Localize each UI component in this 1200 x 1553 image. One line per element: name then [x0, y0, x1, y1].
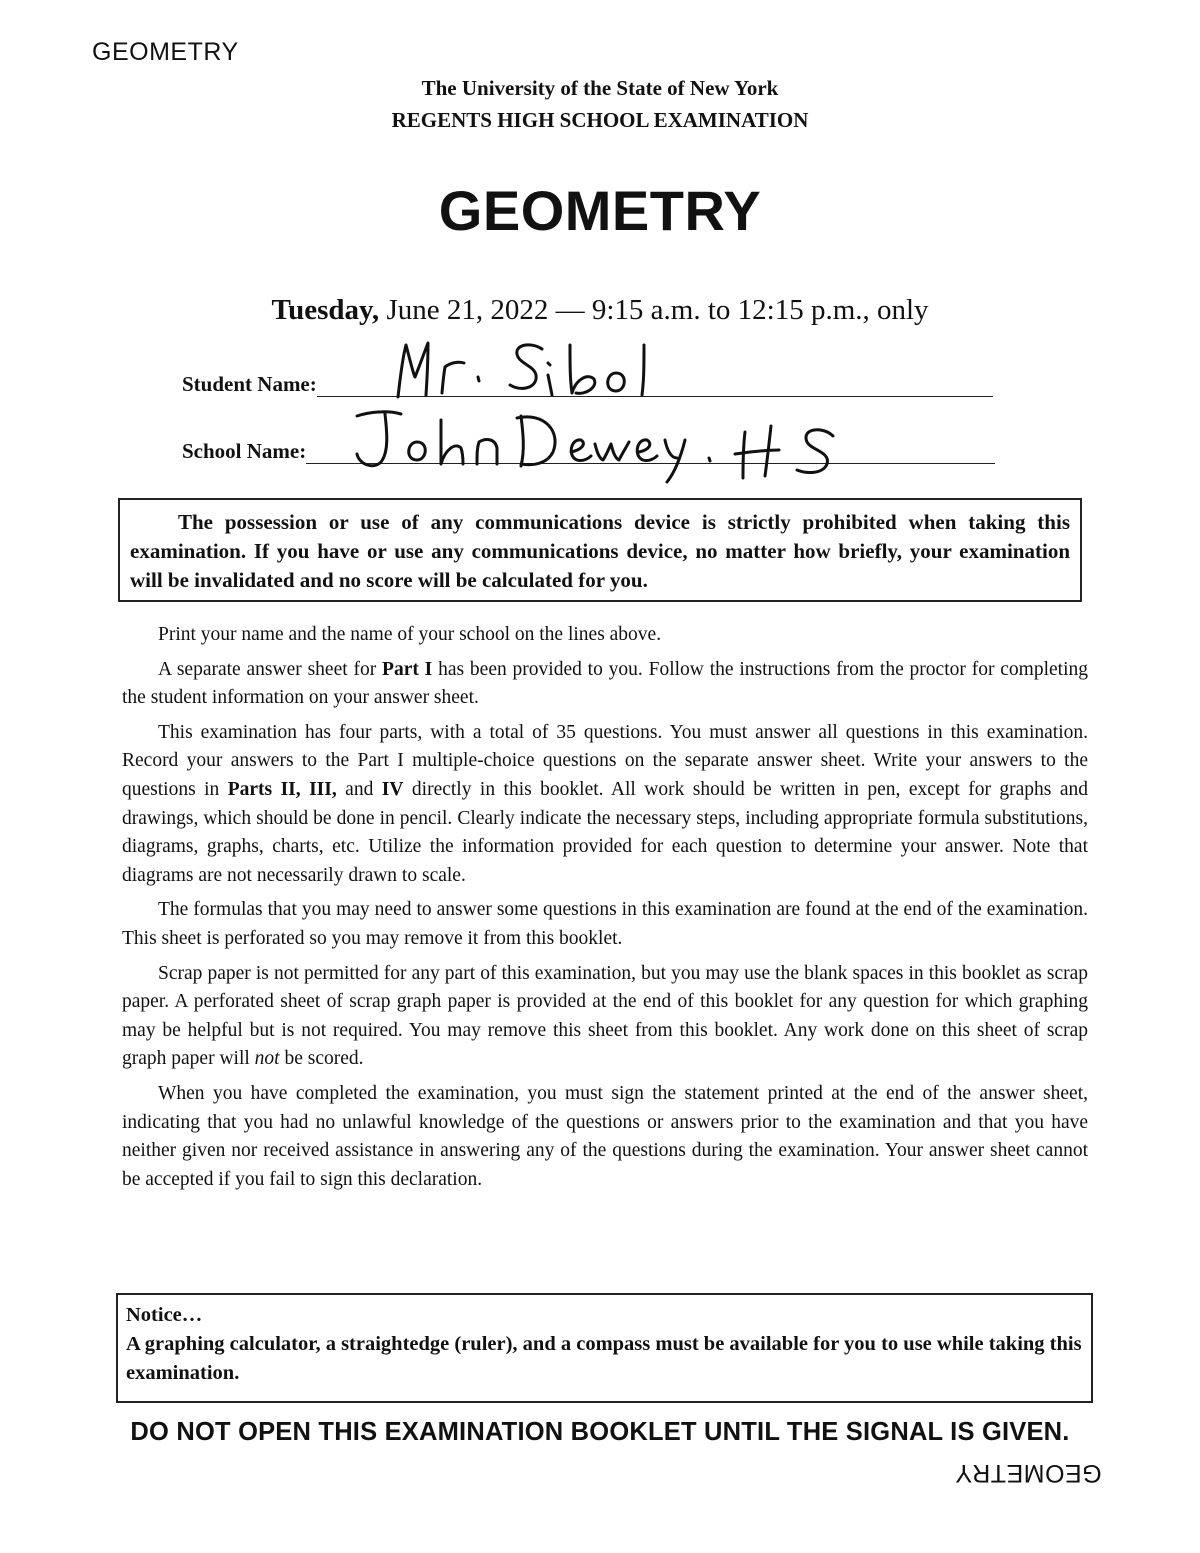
- notice-box: [116, 1293, 1093, 1403]
- corner-label-top: GEOMETRY: [92, 38, 239, 66]
- notice-text: A graphing calculator, a straightedge (ruler), and a compass must be available for you to use while taking this examination.: [126, 1333, 1082, 1384]
- communications-device-warning: [118, 498, 1082, 602]
- exam-date-time: June 21, 2022 — 9:15 a.m. to 12:15 p.m., only: [379, 294, 929, 326]
- exam-day: Tuesday,: [271, 294, 380, 326]
- do-not-open-warning: DO NOT OPEN THIS EXAMINATION BOOKLET UNTIL THE SIGNAL IS GIVEN.: [130, 1418, 1070, 1446]
- notice-heading: Notice…: [126, 1304, 203, 1326]
- instruction-paragraph: Print your name and the name of your school on the lines above.: [158, 624, 662, 645]
- instruction-paragraph: The formulas that you may need to answer some questions in this examination are found at the end of the examination. This sheet is perforated so you may remove it from this booklet.: [122, 899, 1088, 949]
- instruction-paragraph: When you have completed the examination, you must sign the statement printed at the end of the answer sheet, indicating that you had no unlawful knowledge of the questions or answers prior to the examination and that you have neither given nor received assistance in answering any of the questions during the examination. Your answer sheet cannot be accepted if you fail to sign this declaration.: [122, 1082, 1088, 1190]
- warning-text: The possession or use of any communications device is strictly prohibited when taking this examination. If you have or use any communications device, no matter how briefly, your examination will be invalidated and no score will be calculated for you.: [130, 510, 1070, 592]
- student-name-line[interactable]: [317, 370, 993, 397]
- student-name-field[interactable]: [182, 370, 993, 397]
- header-exam-type: REGENTS HIGH SCHOOL EXAMINATION: [391, 108, 809, 132]
- corner-label-bottom: GEOMETRY: [955, 1459, 1102, 1487]
- student-name-label: Student Name:: [182, 372, 317, 396]
- instruction-paragraph: A separate answer sheet for Part I has been provided to you. Follow the instructions from the proctor for completing the student information on your answer sheet.: [122, 658, 1088, 709]
- instruction-paragraph: Scrap paper is not permitted for any part of this examination, but you may use the blank spaces in this booklet as scrap paper. A perforated sheet of scrap graph paper is provided at the end of this booklet for any question for which graphing may be helpful but is not required. You may remove this sheet from this booklet. Any work done on this sheet of scrap graph paper will not be scored.: [122, 962, 1088, 1070]
- school-name-field[interactable]: [182, 437, 995, 464]
- instruction-paragraph: This examination has four parts, with a total of 35 questions. You must answer all questions in this examination. Record your answers to the Part I multiple-choice questions on the separate answer sheet. Write your answers to the questions in Parts II, III, and IV directly in this booklet. All work should be written in pen, except for graphs and drawings, which should be done in pencil. Clearly indicate the necessary steps, including appropriate formula substitutions, diagrams, graphs, charts, etc. Utilize the information provided for each question to determine your answer. Note that diagrams are not necessarily drawn to scale.: [122, 721, 1088, 886]
- school-name-label: School Name:: [182, 439, 307, 463]
- exam-date: [0, 294, 1200, 327]
- exam-instructions: [122, 621, 1088, 1200]
- page-title: GEOMETRY: [438, 179, 762, 242]
- school-name-line[interactable]: [306, 437, 995, 464]
- header-university: The University of the State of New York: [421, 76, 779, 100]
